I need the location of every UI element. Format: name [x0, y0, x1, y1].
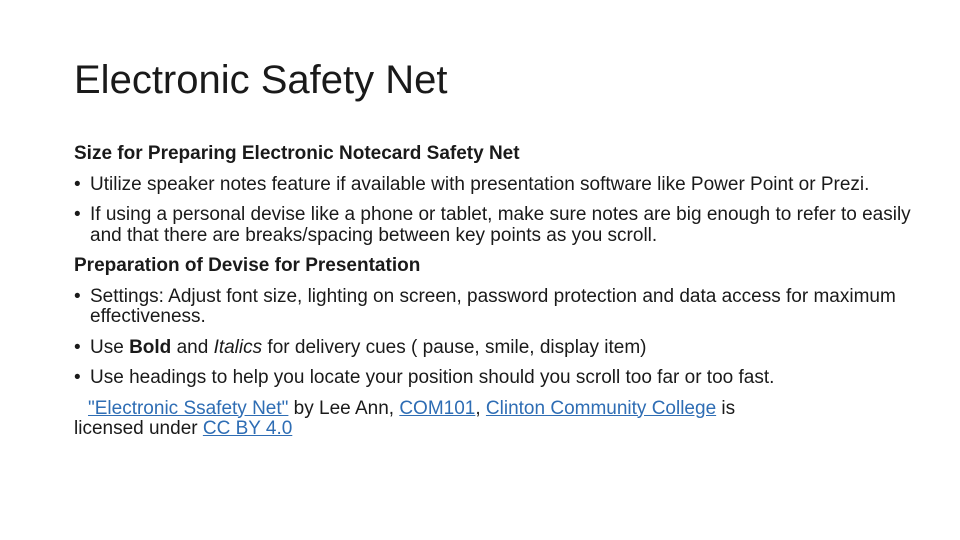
bold-word: Bold	[129, 336, 172, 358]
bullet-speaker-notes	[74, 175, 914, 196]
bullet-text-prefix: Use	[90, 336, 130, 358]
bullet-personal-devise	[74, 205, 914, 246]
bullet-text: If using a personal devise like a phone or tablet, make sure notes are big enough to refer to easily and that there are breaks/spacing between key points as you scroll.	[90, 204, 911, 246]
bullet-dot: •	[74, 173, 81, 195]
bullet-dot: •	[74, 336, 81, 358]
attribution	[74, 399, 914, 440]
bullet-headings	[74, 368, 914, 389]
bullet-text-suffix: for delivery cues ( pause, smile, display item)	[262, 336, 647, 358]
italic-word: Italics	[213, 336, 263, 358]
bullet-settings	[74, 287, 914, 328]
attribution-by: by Lee Ann,	[288, 397, 400, 419]
attribution-comma: ,	[475, 397, 486, 419]
bullet-text: Settings: Adjust font size, lighting on screen, password protection and data access for maximum effectiveness.	[90, 285, 896, 327]
attribution-is: is	[716, 397, 736, 419]
section-heading-size: Size for Preparing Electronic Notecard Safety Net	[74, 143, 520, 164]
bullet-bold-italics	[74, 338, 914, 359]
bullet-dot: •	[74, 285, 81, 307]
slide-body	[74, 144, 914, 440]
college-link[interactable]: Clinton Community College	[485, 397, 717, 419]
bullet-text: Utilize speaker notes feature if available with presentation software like Power Point or Prezi.	[90, 173, 870, 195]
bullet-dot: •	[74, 204, 81, 225]
bullet-dot: •	[74, 367, 81, 388]
attribution-licensed: licensed under	[74, 418, 203, 439]
work-title-link[interactable]: "Electronic Ssafety Net"	[88, 397, 289, 419]
bullet-text-middle: and	[171, 336, 214, 358]
section-heading-preparation: Preparation of Devise for Presentation	[74, 255, 421, 276]
license-link[interactable]: CC BY 4.0	[202, 418, 293, 439]
slide-title: Electronic Safety Net	[74, 58, 448, 102]
bullet-text: Use headings to help you locate your position should you scroll too far or too fast.	[90, 367, 775, 388]
course-link[interactable]: COM101	[399, 397, 476, 419]
